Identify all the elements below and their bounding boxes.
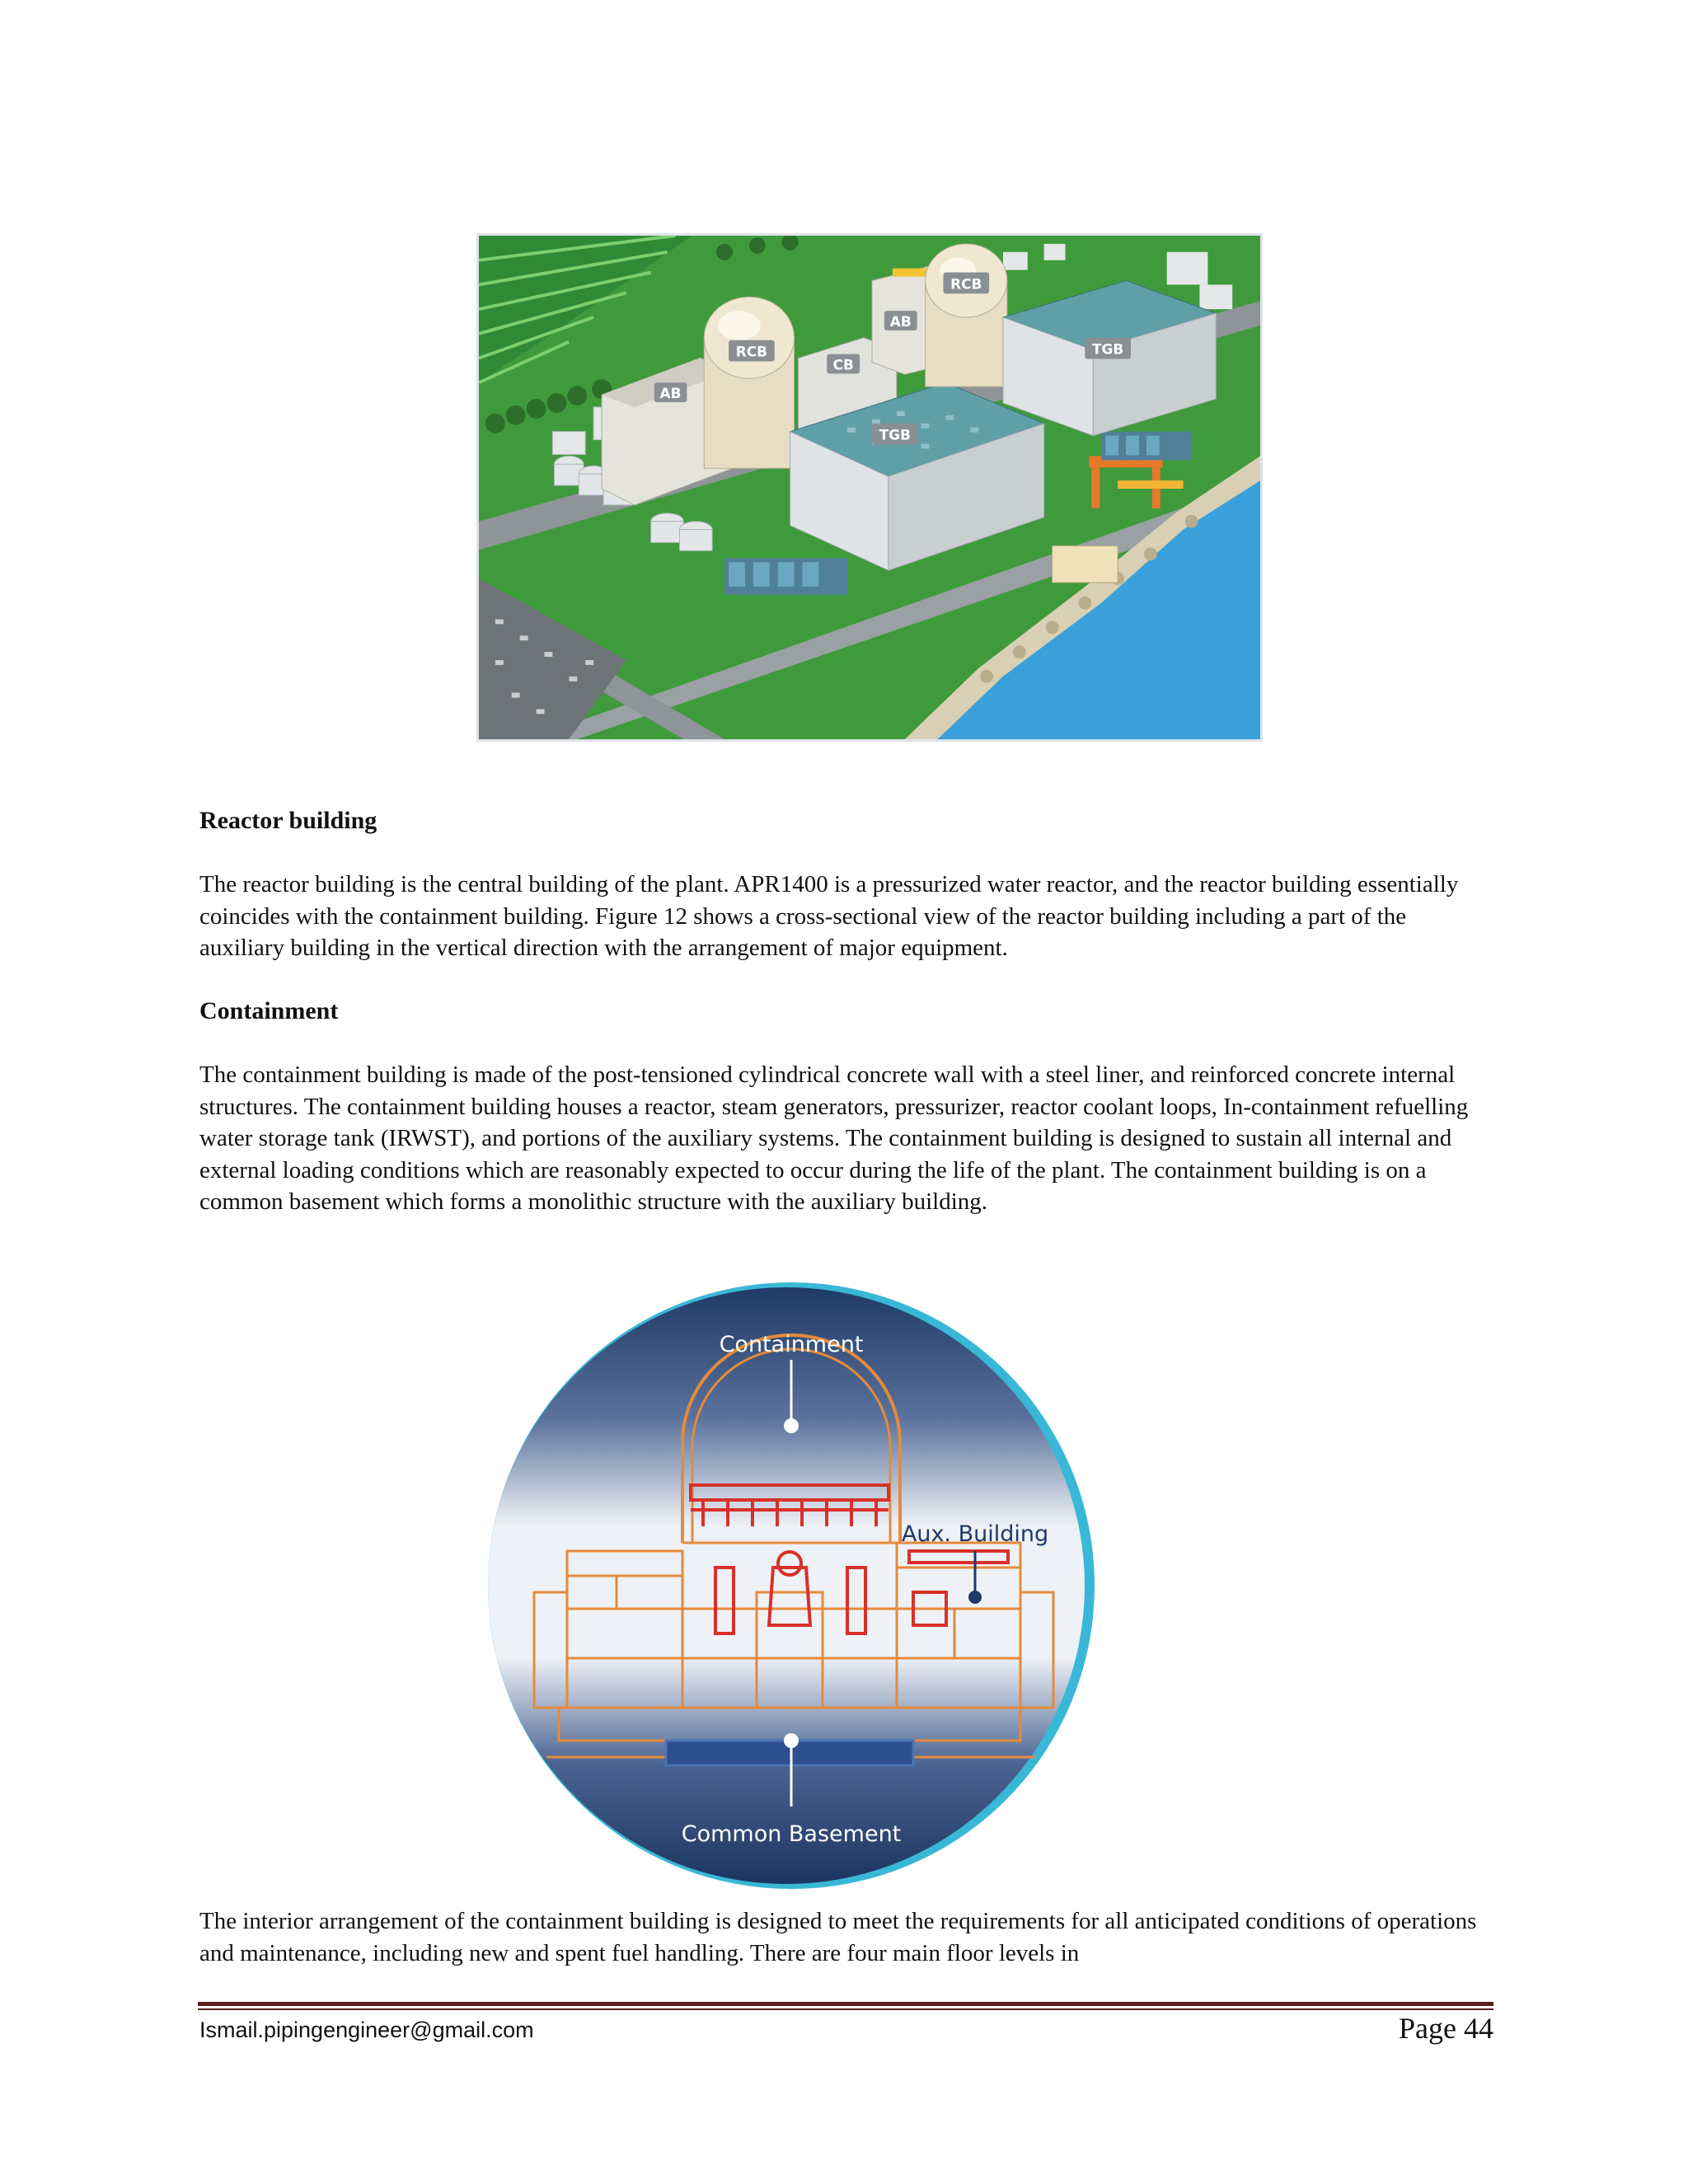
plant-aerial-illustration: [476, 233, 1263, 742]
paragraph-reactor-building: The reactor building is the central building of the plant. APR1400 is a pressurized water reactor, and the reactor building essentially coincides with the containment building. Figure 12 shows a cross-sectional view of the reactor building including a part of the auxiliary building in the vertical direction with the arrangement of major equipment.: [199, 871, 1459, 961]
paragraph-interior-arrangement: The interior arrangement of the containment building is designed to meet the requirements for all anticipated conditions of operations and maintenance, including new and spent fuel handling. There are four main floor levels in: [199, 1908, 1477, 1966]
label-tgb-back: TGB: [1092, 340, 1124, 358]
reactor-containment-left: [704, 297, 794, 468]
callout-dot-containment: [784, 1418, 799, 1433]
callout-dot-basement: [784, 1733, 799, 1748]
plant-aerial-svg: [479, 236, 1260, 739]
callout-dot-aux: [968, 1591, 982, 1604]
heading-containment: Containment: [199, 997, 339, 1024]
containment-cross-section-figure: [485, 1279, 1098, 1892]
label-cb: CB: [832, 356, 854, 373]
reactor-containment-right: [926, 244, 1007, 387]
heading-reactor-building: Reactor building: [199, 807, 377, 834]
label-tgb-front: TGB: [879, 426, 911, 443]
label-ab-right: AB: [889, 312, 912, 330]
paragraph-containment: The containment building is made of the post-tensioned cylindrical concrete wall with a steel liner, and reinforced concrete internal structures. The containment building houses a reactor, steam generators, pressurizer, reactor coolant loops, In-containment refuelling water storage tank (IRWST), and portions of the auxiliary systems. The containment building is designed to sustain all internal and external loading conditions which are reasonably expected to occur during the life of the plant. The containment building is on a common basement which forms a monolithic structure with the auxiliary building.: [199, 1062, 1469, 1215]
label-ab-left: AB: [659, 385, 682, 402]
footer-email: Ismail.pipingengineer@gmail.com: [199, 2018, 534, 2042]
label-aux-building: Aux. Building: [901, 1521, 1049, 1547]
label-common-basement: Common Basement: [681, 1821, 902, 1847]
footer-page-number: Page 44: [1399, 2012, 1493, 2045]
footer-rule-thick: [198, 2002, 1493, 2006]
label-rcb-right: RCB: [950, 275, 982, 293]
label-containment: Containment: [719, 1332, 864, 1357]
circle-background: [488, 1287, 1085, 1884]
label-rcb-left: RCB: [735, 343, 768, 360]
footer-rule-thin: [198, 2008, 1493, 2010]
containment-cross-section-svg: [485, 1279, 1098, 1892]
